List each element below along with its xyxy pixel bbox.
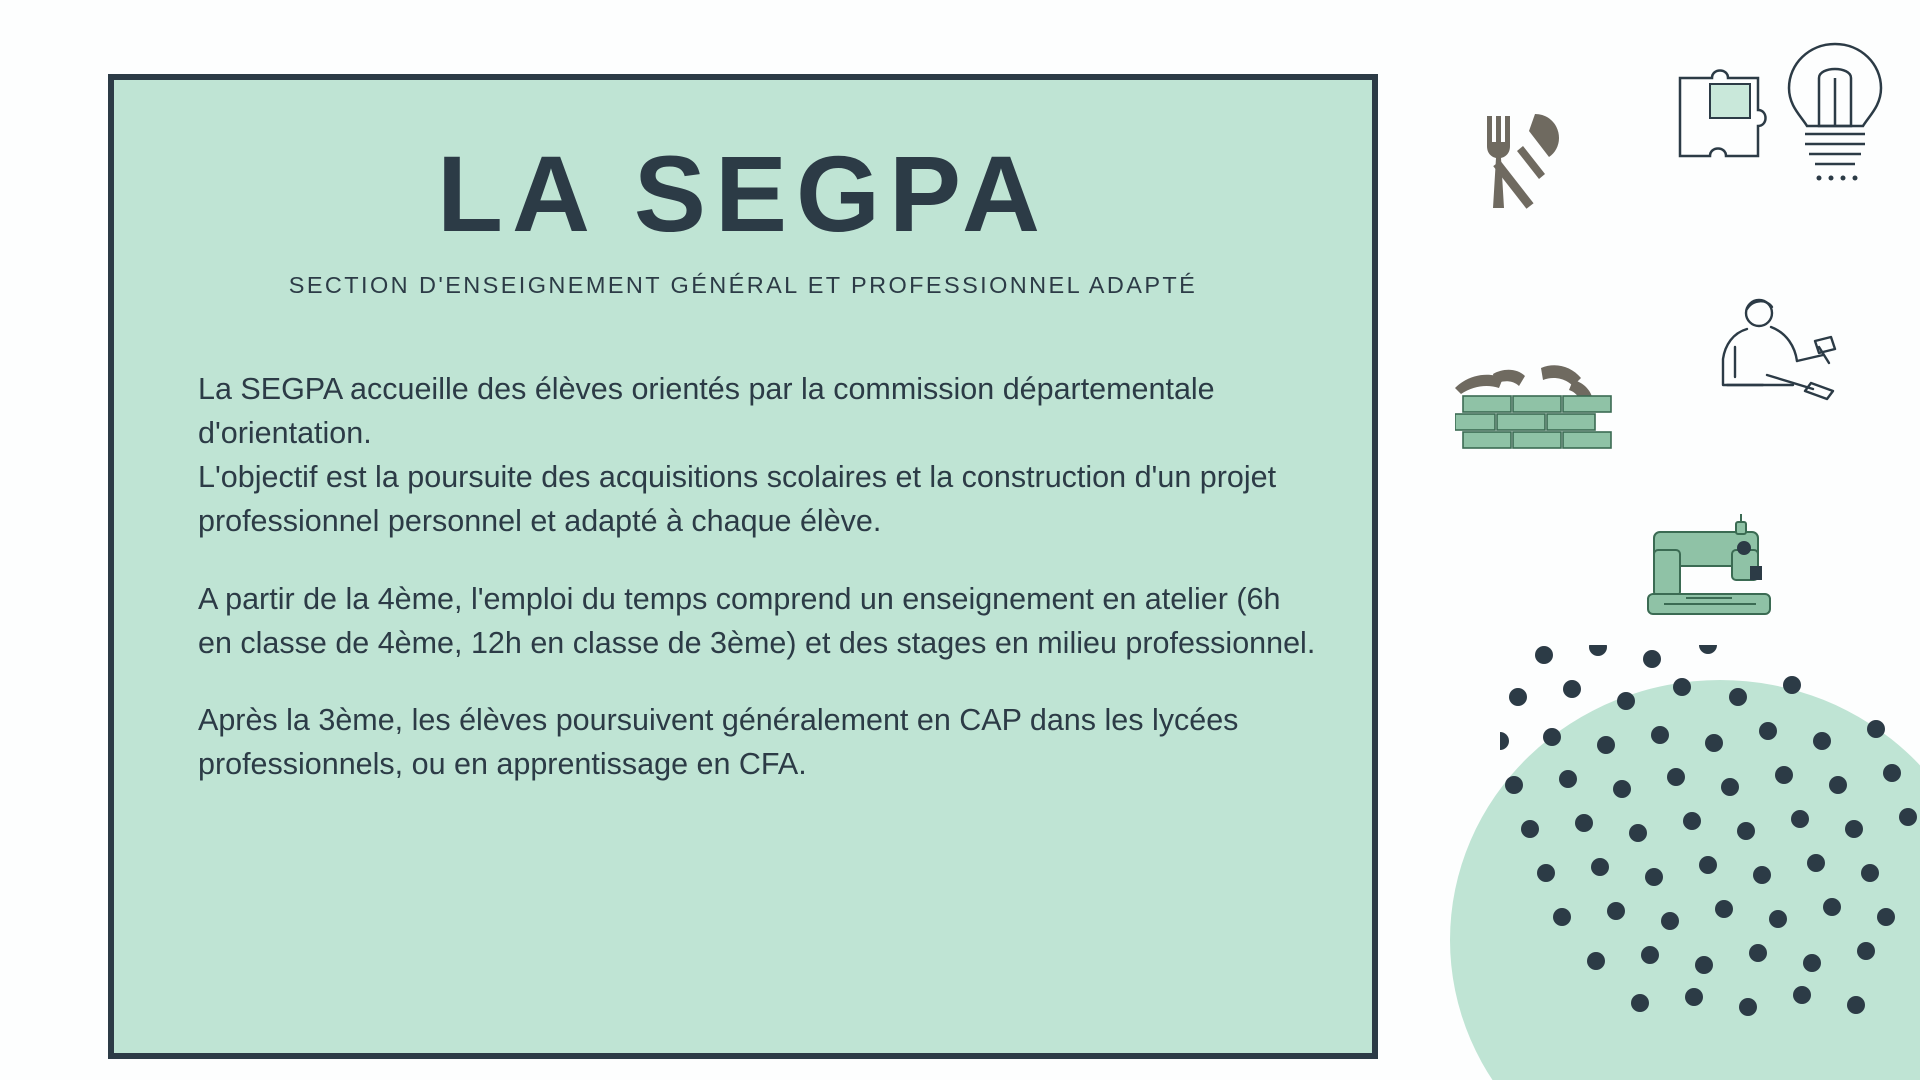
paragraph-3: Après la 3ème, les élèves poursuivent généralement en CAP dans les lycées professionnels, ou en apprentissage en CFA. xyxy=(198,703,1239,782)
paragraph-1: La SEGPA accueille des élèves orientés par la commission départementale d'orientation. L'objectif est la poursuite des acquisitions scolaires et la construction d'un projet professionnel personnel et adapté à chaque élève. xyxy=(198,372,1277,538)
page-subtitle: SECTION D'ENSEIGNEMENT GÉNÉRAL ET PROFESSIONNEL ADAPTÉ xyxy=(288,272,1198,298)
body-text xyxy=(198,368,1318,787)
worker-icon xyxy=(1715,295,1865,405)
puzzle-piece-icon xyxy=(1660,60,1790,190)
bricklaying-icon xyxy=(1455,350,1625,460)
page-title: LA SEGPA xyxy=(436,133,1050,254)
main-content-card xyxy=(108,74,1378,1059)
paragraph-2: A partir de la 4ème, l'emploi du temps comprend un enseignement en atelier (6h en classe de 4ème, 12h en classe de 3ème) et des stages en milieu professionnel. xyxy=(198,581,1316,660)
dot-pattern xyxy=(1500,645,1920,1050)
sewing-machine-icon xyxy=(1640,510,1780,630)
fork-and-spatula-icon xyxy=(1465,110,1575,220)
lightbulb-icon xyxy=(1775,38,1895,198)
